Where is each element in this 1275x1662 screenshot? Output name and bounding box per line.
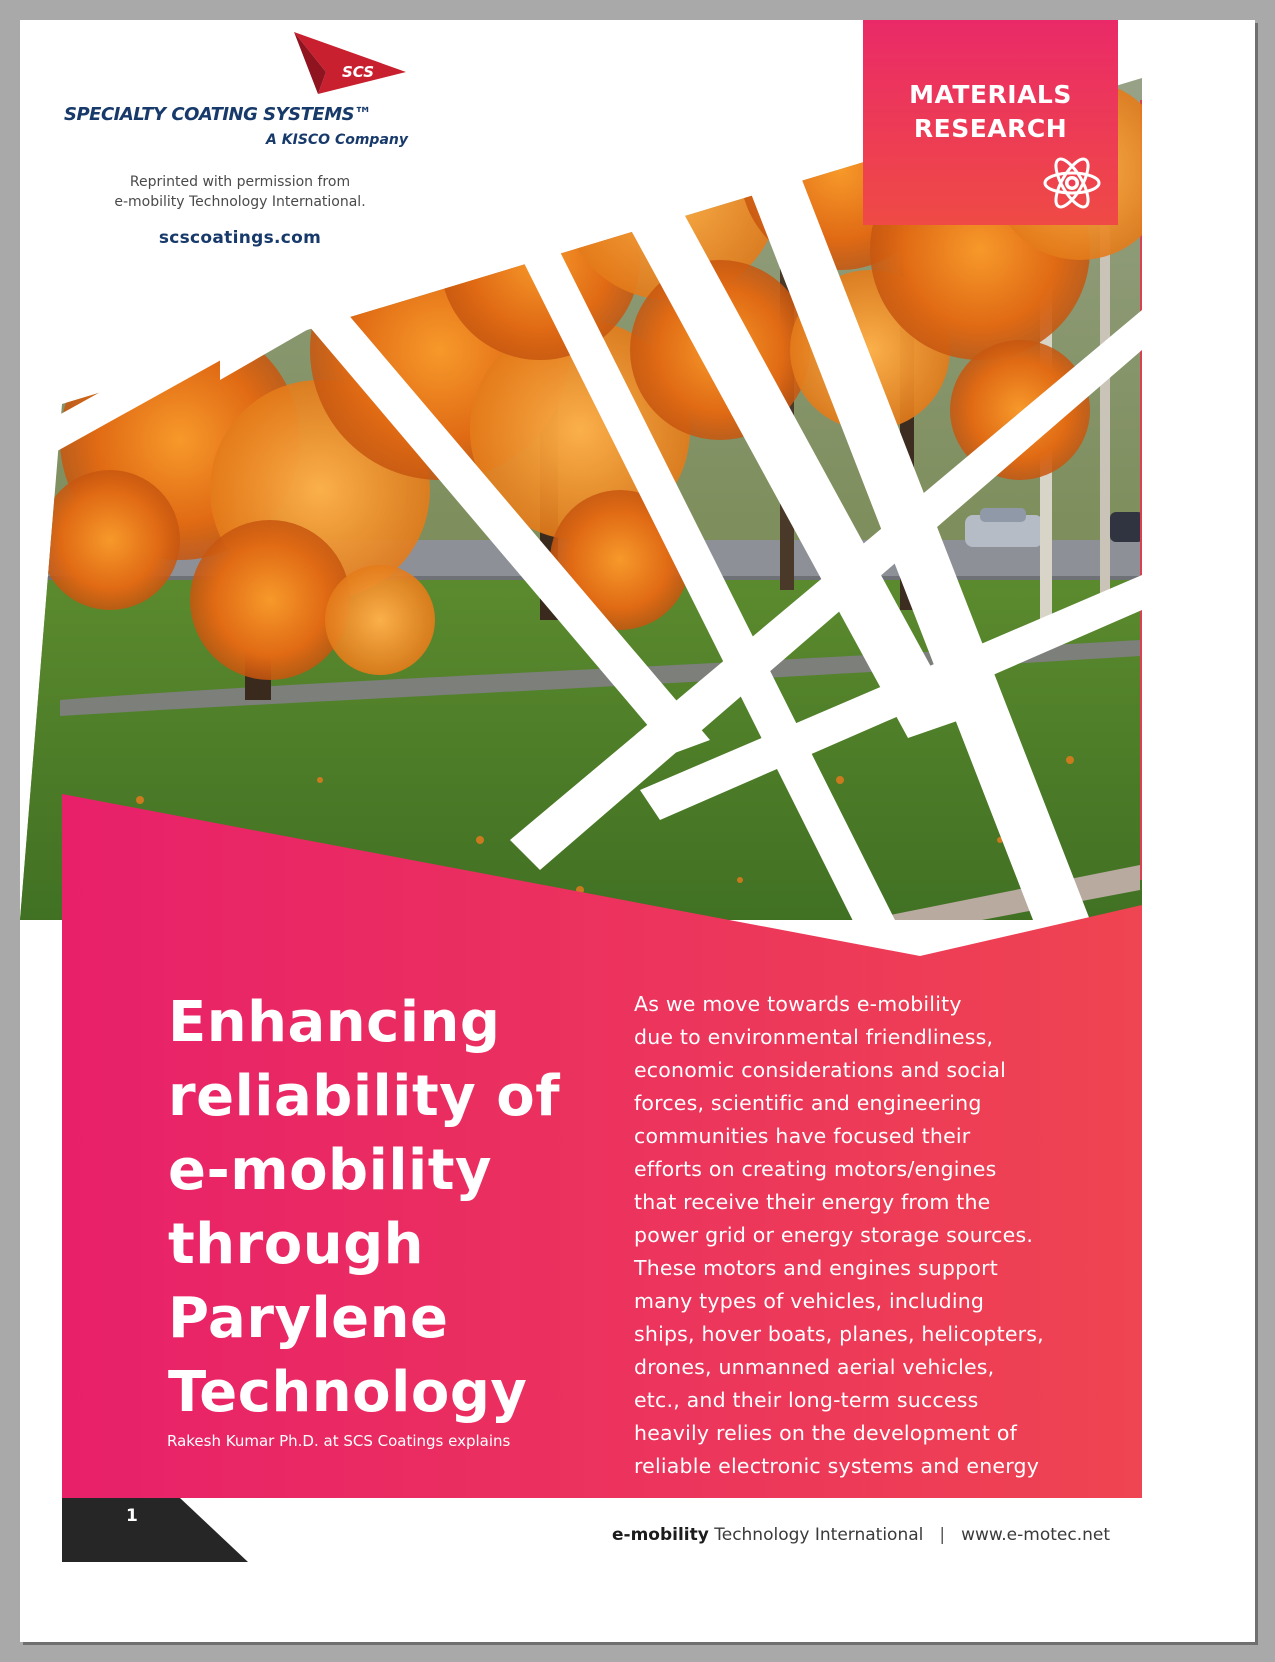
headline-line: Parylene: [168, 1286, 449, 1351]
magazine-url-link[interactable]: www.e-motec.net: [961, 1525, 1110, 1545]
atom-icon: [1041, 152, 1103, 214]
intro-line: efforts on creating motors/engines: [634, 1157, 997, 1181]
logo-letters: SCS: [342, 63, 375, 81]
reprint-note: [80, 172, 400, 212]
intro-line: etc., and their long-term success: [634, 1388, 979, 1412]
headline-line: Enhancing: [168, 990, 501, 1055]
headline-line: reliability of: [168, 1064, 561, 1129]
category-label: [863, 78, 1118, 146]
intro-line: economic considerations and social: [634, 1058, 1007, 1082]
magazine-name-bold: e-mobility: [611, 1525, 709, 1545]
page-number: 1: [126, 1506, 138, 1526]
scs-logo-icon: [282, 28, 412, 106]
article-headline: [168, 986, 588, 1430]
category-line-2: RESEARCH: [913, 114, 1068, 143]
article-byline: Rakesh Kumar Ph.D. at SCS Coatings explains: [167, 1432, 511, 1450]
intro-line: communities have focused their: [634, 1124, 971, 1148]
intro-line: drones, unmanned aerial vehicles,: [634, 1355, 995, 1379]
headline-line: Technology: [168, 1360, 528, 1425]
brand-name: SPECIALTY COATING SYSTEMS™: [64, 104, 372, 125]
intro-line: that receive their energy from the: [634, 1190, 991, 1214]
intro-line: many types of vehicles, including: [634, 1289, 985, 1313]
category-tag: [863, 20, 1118, 225]
headline-line: through: [168, 1212, 425, 1277]
footer-separator: |: [939, 1525, 946, 1545]
headline-line: e-mobility: [168, 1138, 492, 1203]
intro-line: ships, hover boats, planes, helicopters,: [634, 1322, 1044, 1346]
intro-line: due to environmental friendliness,: [634, 1025, 994, 1049]
article-intro: [634, 988, 1104, 1483]
footer-credit: [590, 1525, 1110, 1545]
website-link[interactable]: scscoatings.com: [158, 228, 322, 248]
magazine-page: [20, 20, 1255, 1642]
intro-line: As we move towards e-mobility: [634, 992, 962, 1016]
intro-line: reliable electronic systems and energy: [634, 1454, 1040, 1478]
intro-line: These motors and engines support: [634, 1256, 998, 1280]
reprint-line-1: Reprinted with permission from: [129, 174, 351, 190]
intro-line: forces, scientific and engineering: [634, 1091, 982, 1115]
magazine-name-rest: Technology International: [714, 1525, 924, 1545]
intro-line: power grid or energy storage sources.: [634, 1223, 1034, 1247]
reprint-line-2: e-mobility Technology International.: [114, 194, 366, 210]
intro-line: heavily relies on the development of: [634, 1421, 1018, 1445]
category-line-1: MATERIALS: [909, 80, 1072, 109]
brand-tagline: A KISCO Company: [266, 132, 408, 148]
